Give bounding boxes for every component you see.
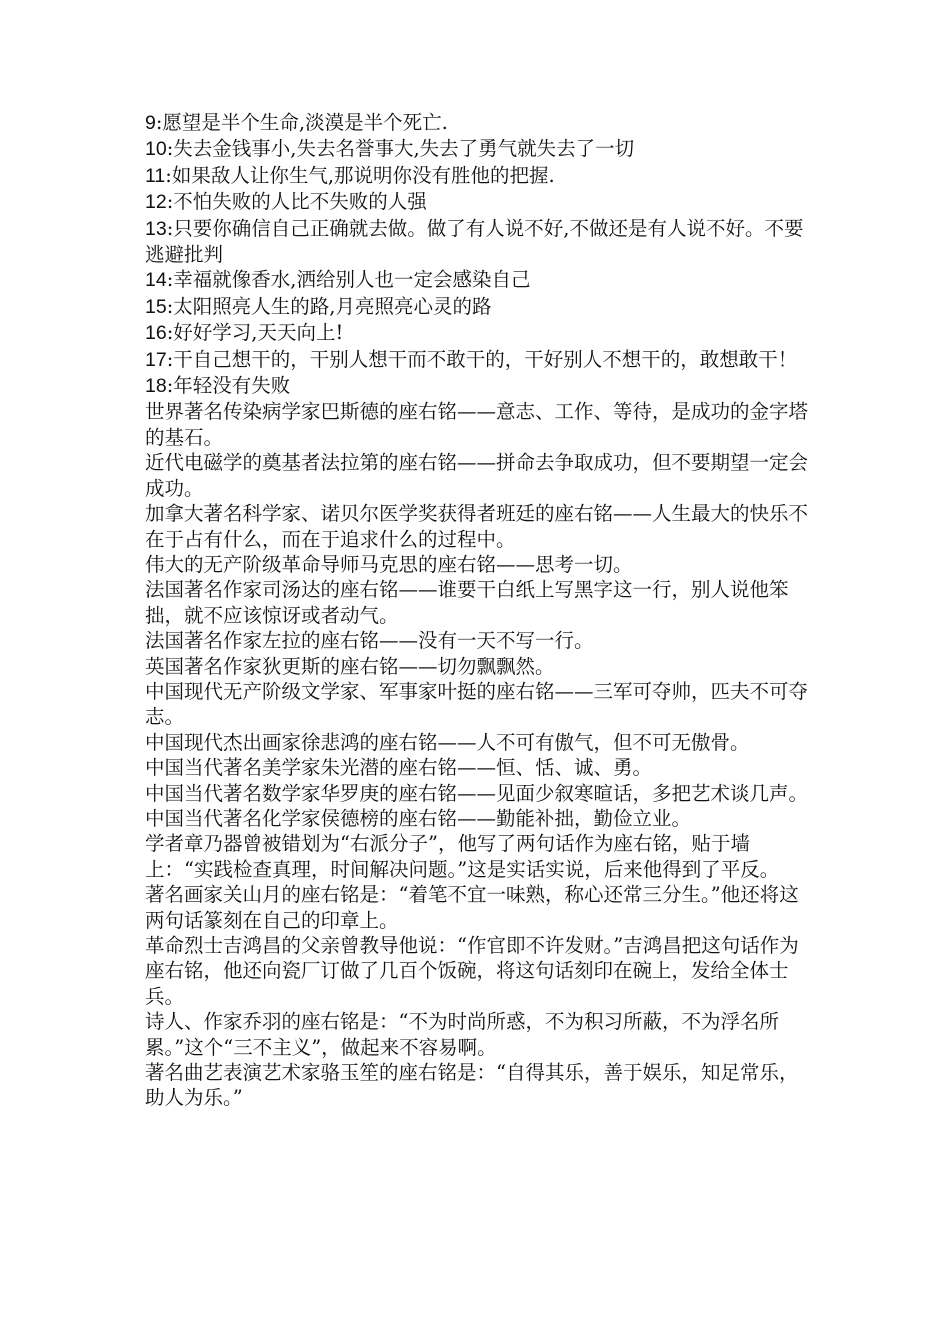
item-number: 11: [145, 164, 166, 187]
motto-paragraph: 英国著名作家狄更斯的座右铭——切勿飘飘然。: [145, 654, 555, 678]
item-text: :如果敌人让你生气,那说明你没有胜他的把握.: [165, 163, 555, 187]
item-number: 10: [145, 138, 167, 161]
item-text: :不怕失败的人比不失败的人强: [166, 190, 427, 214]
item-text: :幸福就像香水,洒给别人也一定会感染自己: [166, 268, 531, 292]
item-text: :愿望是半个生命,淡漠是半个死亡.: [155, 111, 448, 134]
motto-paragraph: 法国著名作家左拉的座右铭——没有一天不写一行。: [145, 629, 594, 653]
motto-paragraph: 著名画家关山月的座右铭是：“着笔不宜一味熟，称心还常三分生。”他还将这两句话篆刻在自己的印章上。: [145, 883, 799, 932]
item-number: 9: [145, 112, 156, 134]
numbered-item-15: [145, 294, 810, 320]
item-text: :年轻没有失败: [166, 374, 291, 398]
item-text: :干自己想干的，干别人想干而不敢干的，干好别人不想干的，敢想敢干！: [166, 347, 798, 371]
motto-paragraph: 加拿大著名科学家、诺贝尔医学奖获得者班廷的座右铭——人生最大的快乐不在于占有什么，而在于追求什么的过程中。: [145, 502, 809, 551]
numbered-item-16: [145, 320, 810, 346]
item-number: 13: [145, 217, 167, 240]
motto-paragraph: 世界著名传染病学家巴斯德的座右铭——意志、工作、等待，是成功的金字塔的基石。: [145, 400, 809, 449]
motto-paragraph: 近代电磁学的奠基者法拉第的座右铭——拼命去争取成功，但不要期望一定会成功。: [145, 451, 809, 500]
item-number: 17: [145, 348, 167, 371]
numbered-item-13: [145, 216, 810, 268]
motto-paragraph: 著名曲艺表演艺术家骆玉笙的座右铭是：“自得其乐，善于娱乐，知足常乐，助人为乐。”: [145, 1061, 799, 1110]
numbered-item-11: [145, 163, 810, 189]
document-body: [145, 110, 810, 1111]
motto-paragraph: 中国当代著名数学家华罗庚的座右铭——见面少叙寒暄话，多把艺术谈几声。: [145, 781, 809, 805]
item-text: :太阳照亮人生的路,月亮照亮心灵的路: [166, 294, 492, 318]
numbered-item-17: [145, 347, 810, 373]
numbered-item-14: [145, 267, 810, 293]
item-number: 14: [145, 269, 167, 292]
item-text: :只要你确信自己正确就去做。做了有人说不好,不做还是有人说不好。不要逃避批判: [145, 216, 804, 267]
motto-paragraph: 革命烈士吉鸿昌的父亲曾教导他说：“作官即不许发财。”吉鸿昌把这句话作为座右铭，他还向瓷厂订做了几百个饭碗，将这句话刻印在碗上，发给全体士兵。: [145, 934, 799, 1008]
numbered-item-12: [145, 189, 810, 215]
item-number: 15: [145, 295, 167, 318]
numbered-item-18: [145, 373, 810, 399]
item-number: 18: [145, 375, 167, 398]
motto-paragraph: 中国当代著名化学家侯德榜的座右铭——勤能补拙，勤俭立业。: [145, 806, 692, 830]
motto-paragraph: 学者章乃器曾被错划为“右派分子”，他写了两句话作为座右铭，贴于墙上：“实践检查真理，时间解决问题。”这是实话实说，后来他得到了平反。: [145, 832, 780, 881]
motto-paragraph: 伟大的无产阶级革命导师马克思的座右铭——思考一切。: [145, 552, 633, 576]
item-number: 16: [145, 322, 167, 345]
item-number: 12: [145, 191, 167, 214]
numbered-item-10: [145, 136, 810, 162]
motto-paragraph: 中国当代著名美学家朱光潜的座右铭——恒、恬、诚、勇。: [145, 756, 653, 780]
item-text: :好好学习,天天向上!: [166, 321, 344, 345]
motto-paragraph: 法国著名作家司汤达的座右铭——谁要干白纸上写黑字这一行，别人说他笨拙，就不应该惊讶或者动气。: [145, 578, 789, 627]
motto-paragraph: 诗人、作家乔羽的座右铭是：“不为时尚所惑，不为积习所蔽，不为浮名所累。”这个“三不主义”，做起来不容易啊。: [145, 1010, 779, 1059]
motto-paragraph: 中国现代杰出画家徐悲鸿的座右铭——人不可有傲气，但不可无傲骨。: [145, 730, 750, 754]
item-text: :失去金钱事小,失去名誉事大,失去了勇气就失去了一切: [166, 137, 635, 161]
motto-paragraph: 中国现代无产阶级文学家、军事家叶挺的座右铭——三军可夺帅，匹夫不可夺志。: [145, 679, 809, 729]
numbered-item-9: [145, 110, 810, 136]
